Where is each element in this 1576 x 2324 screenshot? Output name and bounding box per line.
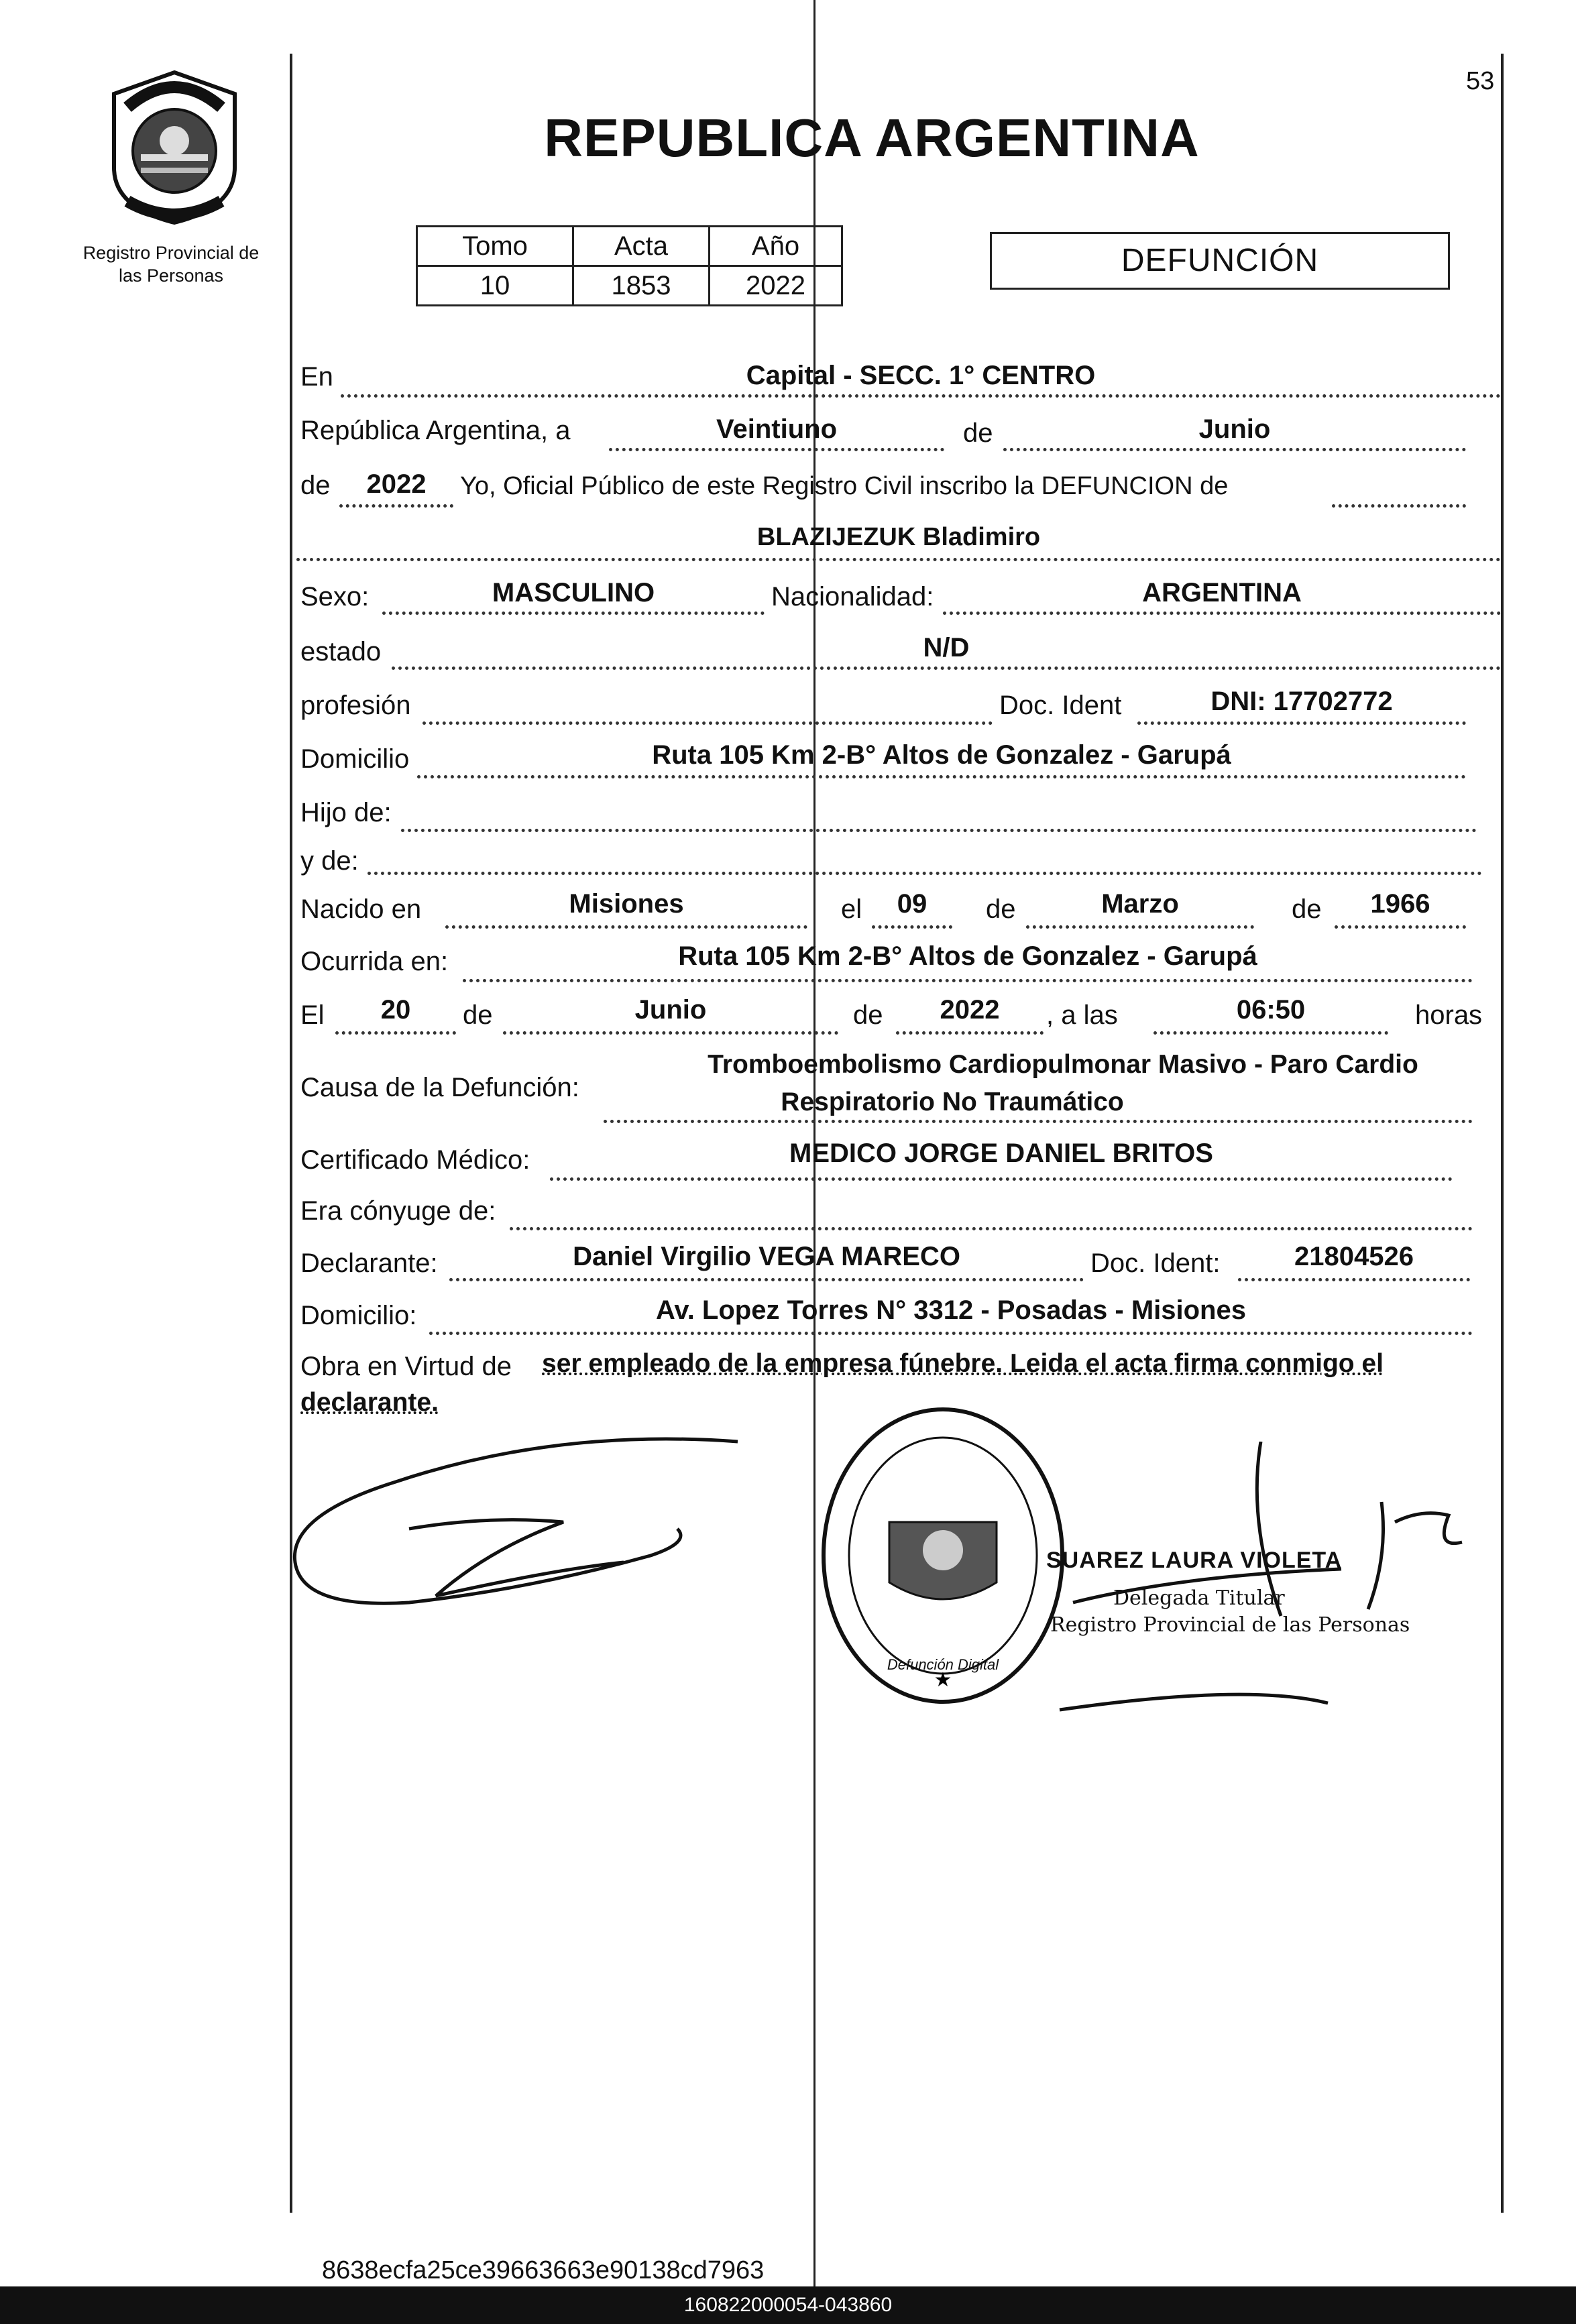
registry-name-line1: Registro Provincial de <box>82 243 260 263</box>
causa-line2: Respiratorio No Traumático <box>781 1088 1124 1116</box>
death-day: 20 <box>380 995 411 1025</box>
yde-label: y de: <box>300 846 359 876</box>
declarante-value: Daniel Virgilio VEGA MARECO <box>573 1242 960 1271</box>
hijo-label: Hijo de: <box>300 798 392 827</box>
official-stamp <box>815 1401 1070 1713</box>
deceased-name: BLAZIJEZUK Bladimiro <box>756 523 1041 551</box>
estado-value: N/D <box>923 633 970 662</box>
right-margin-rule <box>1501 54 1504 2213</box>
nacionalidad-label: Nacionalidad: <box>771 582 934 612</box>
doc-ident-label: Doc. Ident <box>999 691 1122 720</box>
republica-label: República Argentina, a <box>300 416 571 445</box>
sexo-label: Sexo: <box>300 582 370 612</box>
ref-value-tomo: 10 <box>417 266 573 306</box>
de-label-3: de <box>1292 894 1322 924</box>
page-number: 53 <box>1466 67 1495 95</box>
declarante-doc: 21804526 <box>1294 1242 1414 1271</box>
profesion-label: profesión <box>300 691 411 720</box>
domicilio-dotted-line <box>417 775 1466 778</box>
doc-ident-dotted-line <box>1137 721 1466 725</box>
ref-header-tomo: Tomo <box>417 227 573 266</box>
day-dotted-line <box>609 448 944 451</box>
birth-month: Marzo <box>1101 889 1179 919</box>
death-time-dotted-line <box>1153 1031 1388 1035</box>
death-month: Junio <box>634 995 707 1025</box>
year-value: 2022 <box>366 469 427 499</box>
el-label: el <box>841 894 862 924</box>
death-time: 06:50 <box>1236 995 1306 1025</box>
nacido-label: Nacido en <box>300 894 422 924</box>
document-hash: 8638ecfa25ce39663663e90138cd7963 <box>322 2256 765 2284</box>
estado-dotted-line <box>392 666 1501 670</box>
birth-year-dotted-line <box>1335 925 1466 929</box>
year-prefix-label: de <box>300 471 331 500</box>
ref-value-acta: 1853 <box>573 266 710 306</box>
domicilio-label-2: Domicilio: <box>300 1301 417 1330</box>
certificado-dotted-line <box>550 1177 1453 1181</box>
yde-dotted-line <box>368 872 1482 875</box>
birth-day-dotted-line <box>872 925 952 929</box>
causa-dotted-line <box>604 1120 1473 1123</box>
estado-label: estado <box>300 637 382 666</box>
birth-month-dotted-line <box>1026 925 1254 929</box>
death-day-dotted-line <box>335 1031 456 1035</box>
ref-header-acta: Acta <box>573 227 710 266</box>
document-title: REPUBLICA ARGENTINA <box>544 108 1200 168</box>
ref-value-row <box>417 266 842 306</box>
sexo-dotted-line <box>382 612 765 615</box>
domicilio-label: Domicilio <box>300 744 410 774</box>
ocurrida-value: Ruta 105 Km 2-B° Altos de Gonzalez - Garupá <box>678 941 1257 971</box>
ocurrida-label: Ocurrida en: <box>300 947 449 976</box>
ocurrida-dotted-line <box>463 979 1473 982</box>
registrar-office: Registro Provincial de las Personas <box>1050 1613 1410 1637</box>
record-type-box: DEFUNCIÓN <box>990 232 1450 290</box>
ref-header-row <box>417 227 842 266</box>
conyuge-label: Era cónyuge de: <box>300 1196 496 1226</box>
doc-ident-label-2: Doc. Ident: <box>1090 1248 1221 1278</box>
day-value: Veintiuno <box>716 414 837 444</box>
sexo-value: MASCULINO <box>492 578 655 607</box>
declarante-label: Declarante: <box>300 1248 438 1278</box>
barcode-bar <box>0 2286 1576 2324</box>
nacido-value: Misiones <box>569 889 684 919</box>
horas-label: horas <box>1415 1000 1483 1030</box>
name-dotted-line <box>296 558 1501 561</box>
nacionalidad-dotted-line <box>943 612 1501 615</box>
nacionalidad-value: ARGENTINA <box>1142 578 1302 607</box>
profesion-dotted-line <box>423 721 993 725</box>
record-reference-table <box>416 225 843 306</box>
stamp-inner-text: Defunción Digital <box>887 1656 999 1673</box>
doc-ident-value: DNI: 17702772 <box>1211 687 1393 716</box>
provincial-seal-logo <box>101 67 248 228</box>
en-label: En <box>300 362 333 392</box>
conyuge-dotted-line <box>510 1227 1473 1230</box>
domicilio-value: Ruta 105 Km 2-B° Altos de Gonzalez - Garupá <box>652 740 1231 770</box>
obra-value-2: declarante. <box>300 1388 439 1417</box>
death-year-dotted-line <box>896 1031 1044 1035</box>
month-dotted-line <box>1003 448 1466 451</box>
el-label-2: El <box>300 1000 325 1030</box>
en-dotted-line <box>341 394 1501 398</box>
certificado-value: MEDICO JORGE DANIEL BRITOS <box>789 1139 1213 1168</box>
de-label-5: de <box>853 1000 883 1030</box>
statement-text: Yo, Oficial Público de este Registro Civil inscribo la DEFUNCION de <box>460 472 1229 500</box>
barcode-text: 160822000054-043860 <box>683 2294 893 2316</box>
certificado-label: Certificado Médico: <box>300 1145 530 1175</box>
de-label-2: de <box>986 894 1016 924</box>
registrar-role: Delegada Titular <box>1113 1586 1285 1610</box>
nacido-dotted-line <box>445 925 807 929</box>
death-month-dotted-line <box>503 1031 838 1035</box>
de-label: de <box>963 418 993 448</box>
statement-dotted-line <box>1332 504 1466 508</box>
en-value: Capital - SECC. 1° CENTRO <box>746 361 1096 390</box>
alas-label: , a las <box>1046 1000 1118 1030</box>
registry-name-line2: las Personas <box>118 266 224 286</box>
registrar-signature <box>1046 1442 1475 1727</box>
year-dotted-line <box>339 504 453 508</box>
de-label-4: de <box>463 1000 493 1030</box>
causa-line1: Tromboembolismo Cardiopulmonar Masivo - Paro Cardio <box>708 1050 1418 1079</box>
ref-header-ano: Año <box>710 227 842 266</box>
svg-text:★: ★ <box>934 1668 952 1692</box>
birth-day: 09 <box>897 889 927 919</box>
registry-name <box>60 241 282 287</box>
declarante-dotted-line <box>449 1278 1084 1281</box>
month-value: Junio <box>1198 414 1271 444</box>
death-year: 2022 <box>940 995 1000 1025</box>
obra-label: Obra en Virtud de <box>300 1352 512 1381</box>
registrar-name: SUAREZ LAURA VIOLETA <box>1046 1548 1343 1573</box>
domicilio-declarante-dotted-line <box>429 1332 1473 1335</box>
obra-value: ser empleado de la empresa fúnebre. Leida el acta firma conmigo el <box>542 1349 1384 1378</box>
declarante-doc-dotted-line <box>1238 1278 1470 1281</box>
causa-label: Causa de la Defunción: <box>300 1073 579 1102</box>
domicilio-declarante: Av. Lopez Torres N° 3312 - Posadas - Misiones <box>656 1295 1246 1325</box>
hijo-dotted-line <box>401 829 1477 832</box>
birth-year: 1966 <box>1370 889 1430 919</box>
declarant-signature <box>275 1428 758 1633</box>
left-margin-rule <box>290 54 292 2213</box>
ref-value-ano: 2022 <box>710 266 842 306</box>
